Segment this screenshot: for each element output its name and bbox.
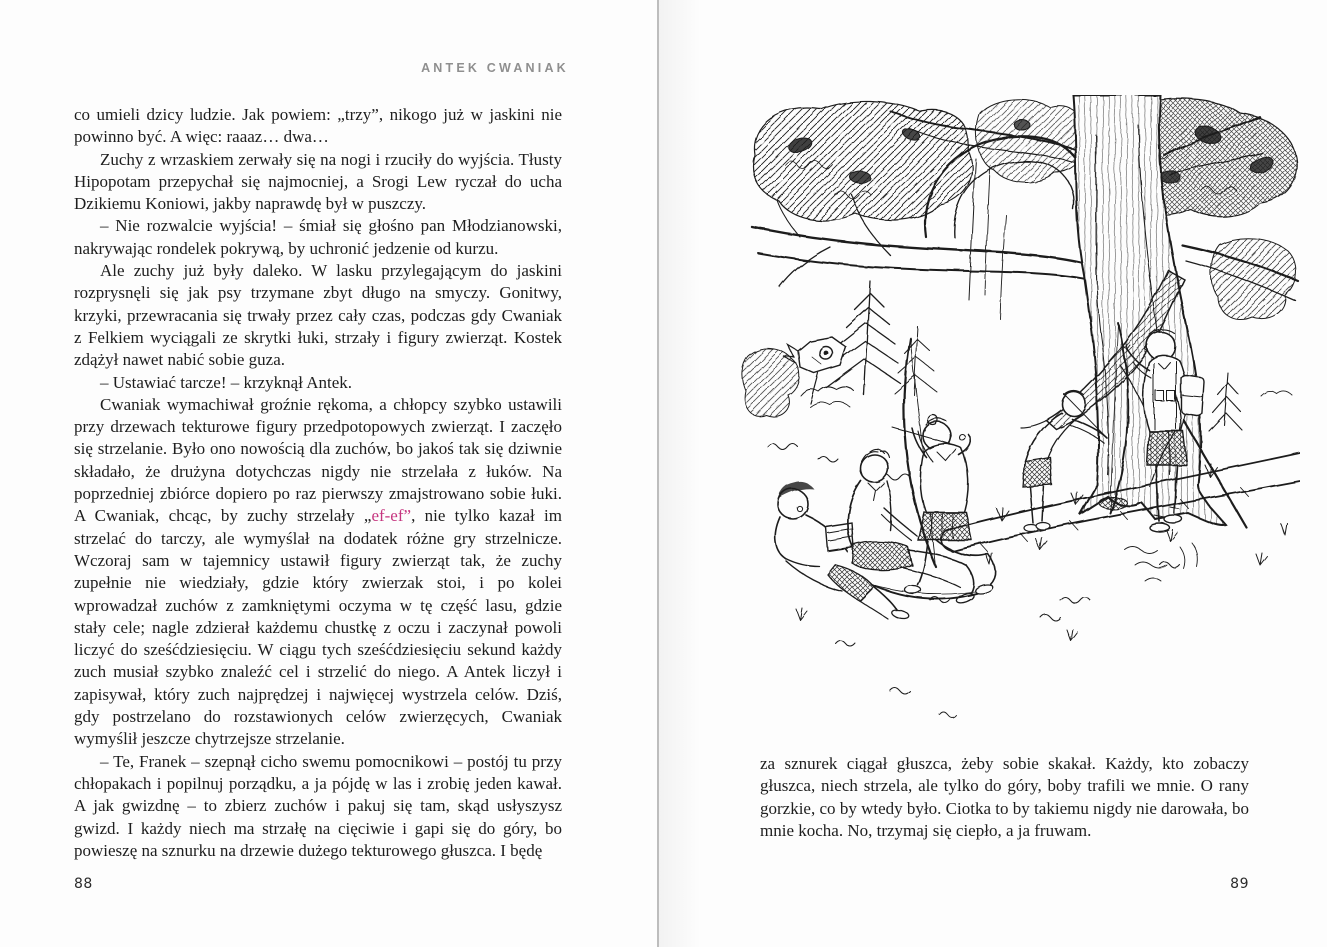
- paragraph: co umieli dzicy ludzie. Jak powiem: „trzy”, nikogo już w jaskini nie powinno być. A więc: raaaz… dwa…: [74, 105, 562, 147]
- page-number-left: 88: [74, 876, 93, 892]
- paragraph: Zuchy z wrzaskiem zerwały się na nogi i rzuciły do wyjścia. Tłusty Hipopotam przepychał się najmocniej, a Srogi Lew ryczał do ucha Dzikiemu Koniowi, jakby naprawdę był w puszczy.: [74, 149, 562, 214]
- paragraph: za sznurek ciągał głuszca, żeby sobie skakał. Każdy, kto zobaczy głuszca, niech strzela, ale tylko do góry, boby trafili we mnie. O rany gorzkie, co by wtedy było. Ciotka to by takiemu nigdy nie darowała, bo mnie kocha. No, trzymaj się ciepło, a ja fruwam.: [760, 754, 1249, 840]
- paragraph-segment: Cwaniak wymachiwał groźnie rękoma, a chłopcy szybko ustawili przy drzewach tekturowe figury przedpotopowych zwierząt. I zaczęło się strzelanie. Było ono nowością dla zuchów, bo jakoś tak się dziwnie składało, że drużyna dotychczas nigdy nie strzelała z łuków. Na poprzedniej zbiórce dopiero po raz pierwszy zmajstrowano sobie łuki. A Cwaniak, chcąc, by zuchy strzelały „: [74, 394, 562, 526]
- paragraph: – Te, Franek – szepnął cicho swemu pomocnikowi – postój tu przy chłopakach i popilnuj porządku, a ja pójdę w las i zrobię jeden kawał. A jak gwizdnę – to zbierz zuchów i pakuj się tam, skąd usłyszysz gwizd. I każdy niech ma strzałę na cięciwie i gapi się do góry, bo powieszę na sznurku na drzewie dużego tekturowego głuszca. I będę: [74, 751, 562, 860]
- paragraph: – Ustawiać tarcze! – krzyknął Antek.: [100, 372, 353, 392]
- highlighted-term: ef-ef”: [371, 506, 412, 526]
- paragraph: Ale zuchy już były daleko. W lasku przylegającym do jaskini rozprysnęli się jak psy trzymane zbyt długo na smyczy. Gonitwy, krzyki, przewracania się trwały przez cały czas, podczas gdy Cwaniak z Felkiem wyciągali ze skrytki łuki, strzały i figury zwierząt. Kostek zdążył nawet nabić sobie guza.: [74, 261, 562, 370]
- paragraph-segment: , nie tylko kazał im strzelać do tarczy, ale wymyślał na dodatek różne gry strzelnicze. Wczoraj sam w tajemnicy ustawił figury zwierząt tak, że zuchy zupełnie nie wiedziały, gdzie który zwierzak stoi, i po kolei wprowadzał zuchów z zamkniętymi oczyma w tę część lasu, gdzie stały cele; nagle zdzierał każdemu chustkę z oczu i zaczynał powoli liczyć do sześćdziesięciu. W ciągu tych sześćdziesięciu sekund każdy zuch musiał szybko znaleźć cel i strzelić do niego. A Antek liczył i zapisywał, który zuch najprędzej i najwięcej wystrzela celów. Dziś, gdy postrzelano do rozstawionych celów zwierzęcych, Cwaniak wymyślił jeszcze chytrzejsze strzelanie.: [74, 506, 563, 749]
- running-header: ANTEK CWANIAK: [421, 61, 569, 75]
- paragraph: – Nie rozwalcie wyjścia! – śmiał się głośno pan Młodzianowski, nakrywając rondelek pokrywą, by uchronić jedzenie od kurzu.: [74, 216, 562, 258]
- right-page-text: [760, 753, 1249, 842]
- book-illustration: [740, 95, 1300, 745]
- paragraph: [74, 394, 562, 751]
- page-number-right: 89: [1230, 876, 1249, 892]
- ink-drawing: [742, 95, 1300, 718]
- tree-foliage: [754, 97, 1297, 320]
- gutter-shadow: [659, 0, 701, 947]
- left-page-text: [74, 104, 562, 862]
- spruce-trees: [826, 281, 936, 395]
